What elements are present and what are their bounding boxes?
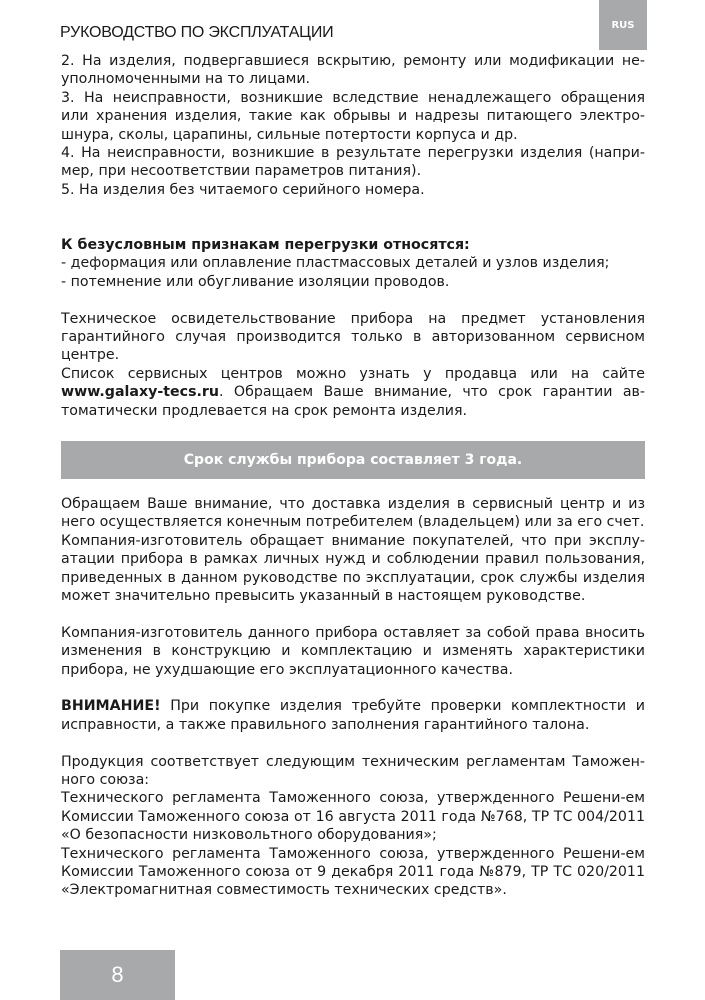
warranty-exclusions-section [61, 52, 645, 420]
service-centers-paragraph [61, 365, 645, 420]
service-list-prefix: Список сервисных центров можно узнать у продавца или на сайте [61, 365, 645, 382]
list-item: 3. На неисправности, возникшие вследствие ненадлежащего обращения или хранения изделия, такие как обрывы и надрезы питающего электро-шнура, сколы, царапины, сильные потертости корпуса и др. [61, 89, 645, 143]
regulations-intro: Продукция соответствует следующим техническим регламентам Таможен-ного союза: [61, 753, 645, 789]
regulation-item: Технического регламента Таможенного союза, утвержденного Решени-ем Комиссии Таможенного союза от 9 декабря 2011 года №879, ТР ТС 020/2011 «Электромагнитная совместимость технических средств». [61, 845, 645, 899]
overload-item: - потемнение или обугливание изоляции проводов. [61, 273, 450, 290]
page-header-title: РУКОВОДСТВО ПО ЭКСПЛУАТАЦИИ [60, 24, 334, 41]
attention-text: При покупке изделия требуйте проверки комплектности и исправности, а также правильного заполнения гарантийного талона. [61, 698, 645, 733]
info-section [61, 495, 645, 900]
service-life-banner: Срок службы прибора составляет 3 года. [61, 441, 645, 479]
rights-paragraph: Компания-изготовитель данного прибора оставляет за собой права вносить изменения в конструкцию и комплектацию и изменять характеристики прибора, не ухудшающие его эксплуатационного качества. [61, 624, 645, 678]
service-list-suffix: . Обращаем Ваше внимание, что срок гарантии ав-томатически продлевается на срок ремонта изделия. [61, 384, 645, 419]
delivery-paragraph: Обращаем Ваше внимание, что доставка изделия в сервисный центр и из него осуществляется конечным потребителем (владельцем) или за его счет. [61, 496, 645, 531]
overload-heading: К безусловным признакам перегрузки относятся: [61, 237, 470, 254]
attention-paragraph [61, 697, 645, 734]
manufacturer-paragraph: Компания-изготовитель обращает внимание покупателей, что при эксплу-атации прибора в рамках личных нужд и соблюдении правил пользования, приведенных в данном руководстве по эксплуатации, срок службы изделия может значительно превысить указанный в настоящем руководстве. [61, 532, 645, 605]
page-number: 8 [60, 950, 175, 1000]
regulation-item: Технического регламента Таможенного союза, утвержденного Решени-ем Комиссии Таможенного союза от 16 августа 2011 года №768, ТР ТС 004/2011 «О безопасности низковольтного оборудования»; [61, 790, 645, 844]
list-item: 4. На неисправности, возникшие в результате перегрузки изделия (напри-мер, при несоответствии параметров питания). [61, 145, 645, 180]
list-item: 2. На изделия, подвергавшиеся вскрытию, ремонту или модификации не-уполномоченными на то лицами. [61, 53, 645, 88]
service-paragraph: Техническое освидетельствование прибора на предмет установления гарантийного случая производится только в авторизованном сервисном центре. [61, 310, 645, 364]
language-badge: RUS [599, 0, 647, 50]
list-item: 5. На изделия без читаемого серийного номера. [61, 181, 425, 198]
attention-label: ВНИМАНИЕ! [61, 698, 161, 715]
overload-item: - деформация или оплавление пластмассовых деталей и узлов изделия; [61, 255, 610, 272]
website-link[interactable]: www.galaxy-tecs.ru [61, 384, 220, 401]
